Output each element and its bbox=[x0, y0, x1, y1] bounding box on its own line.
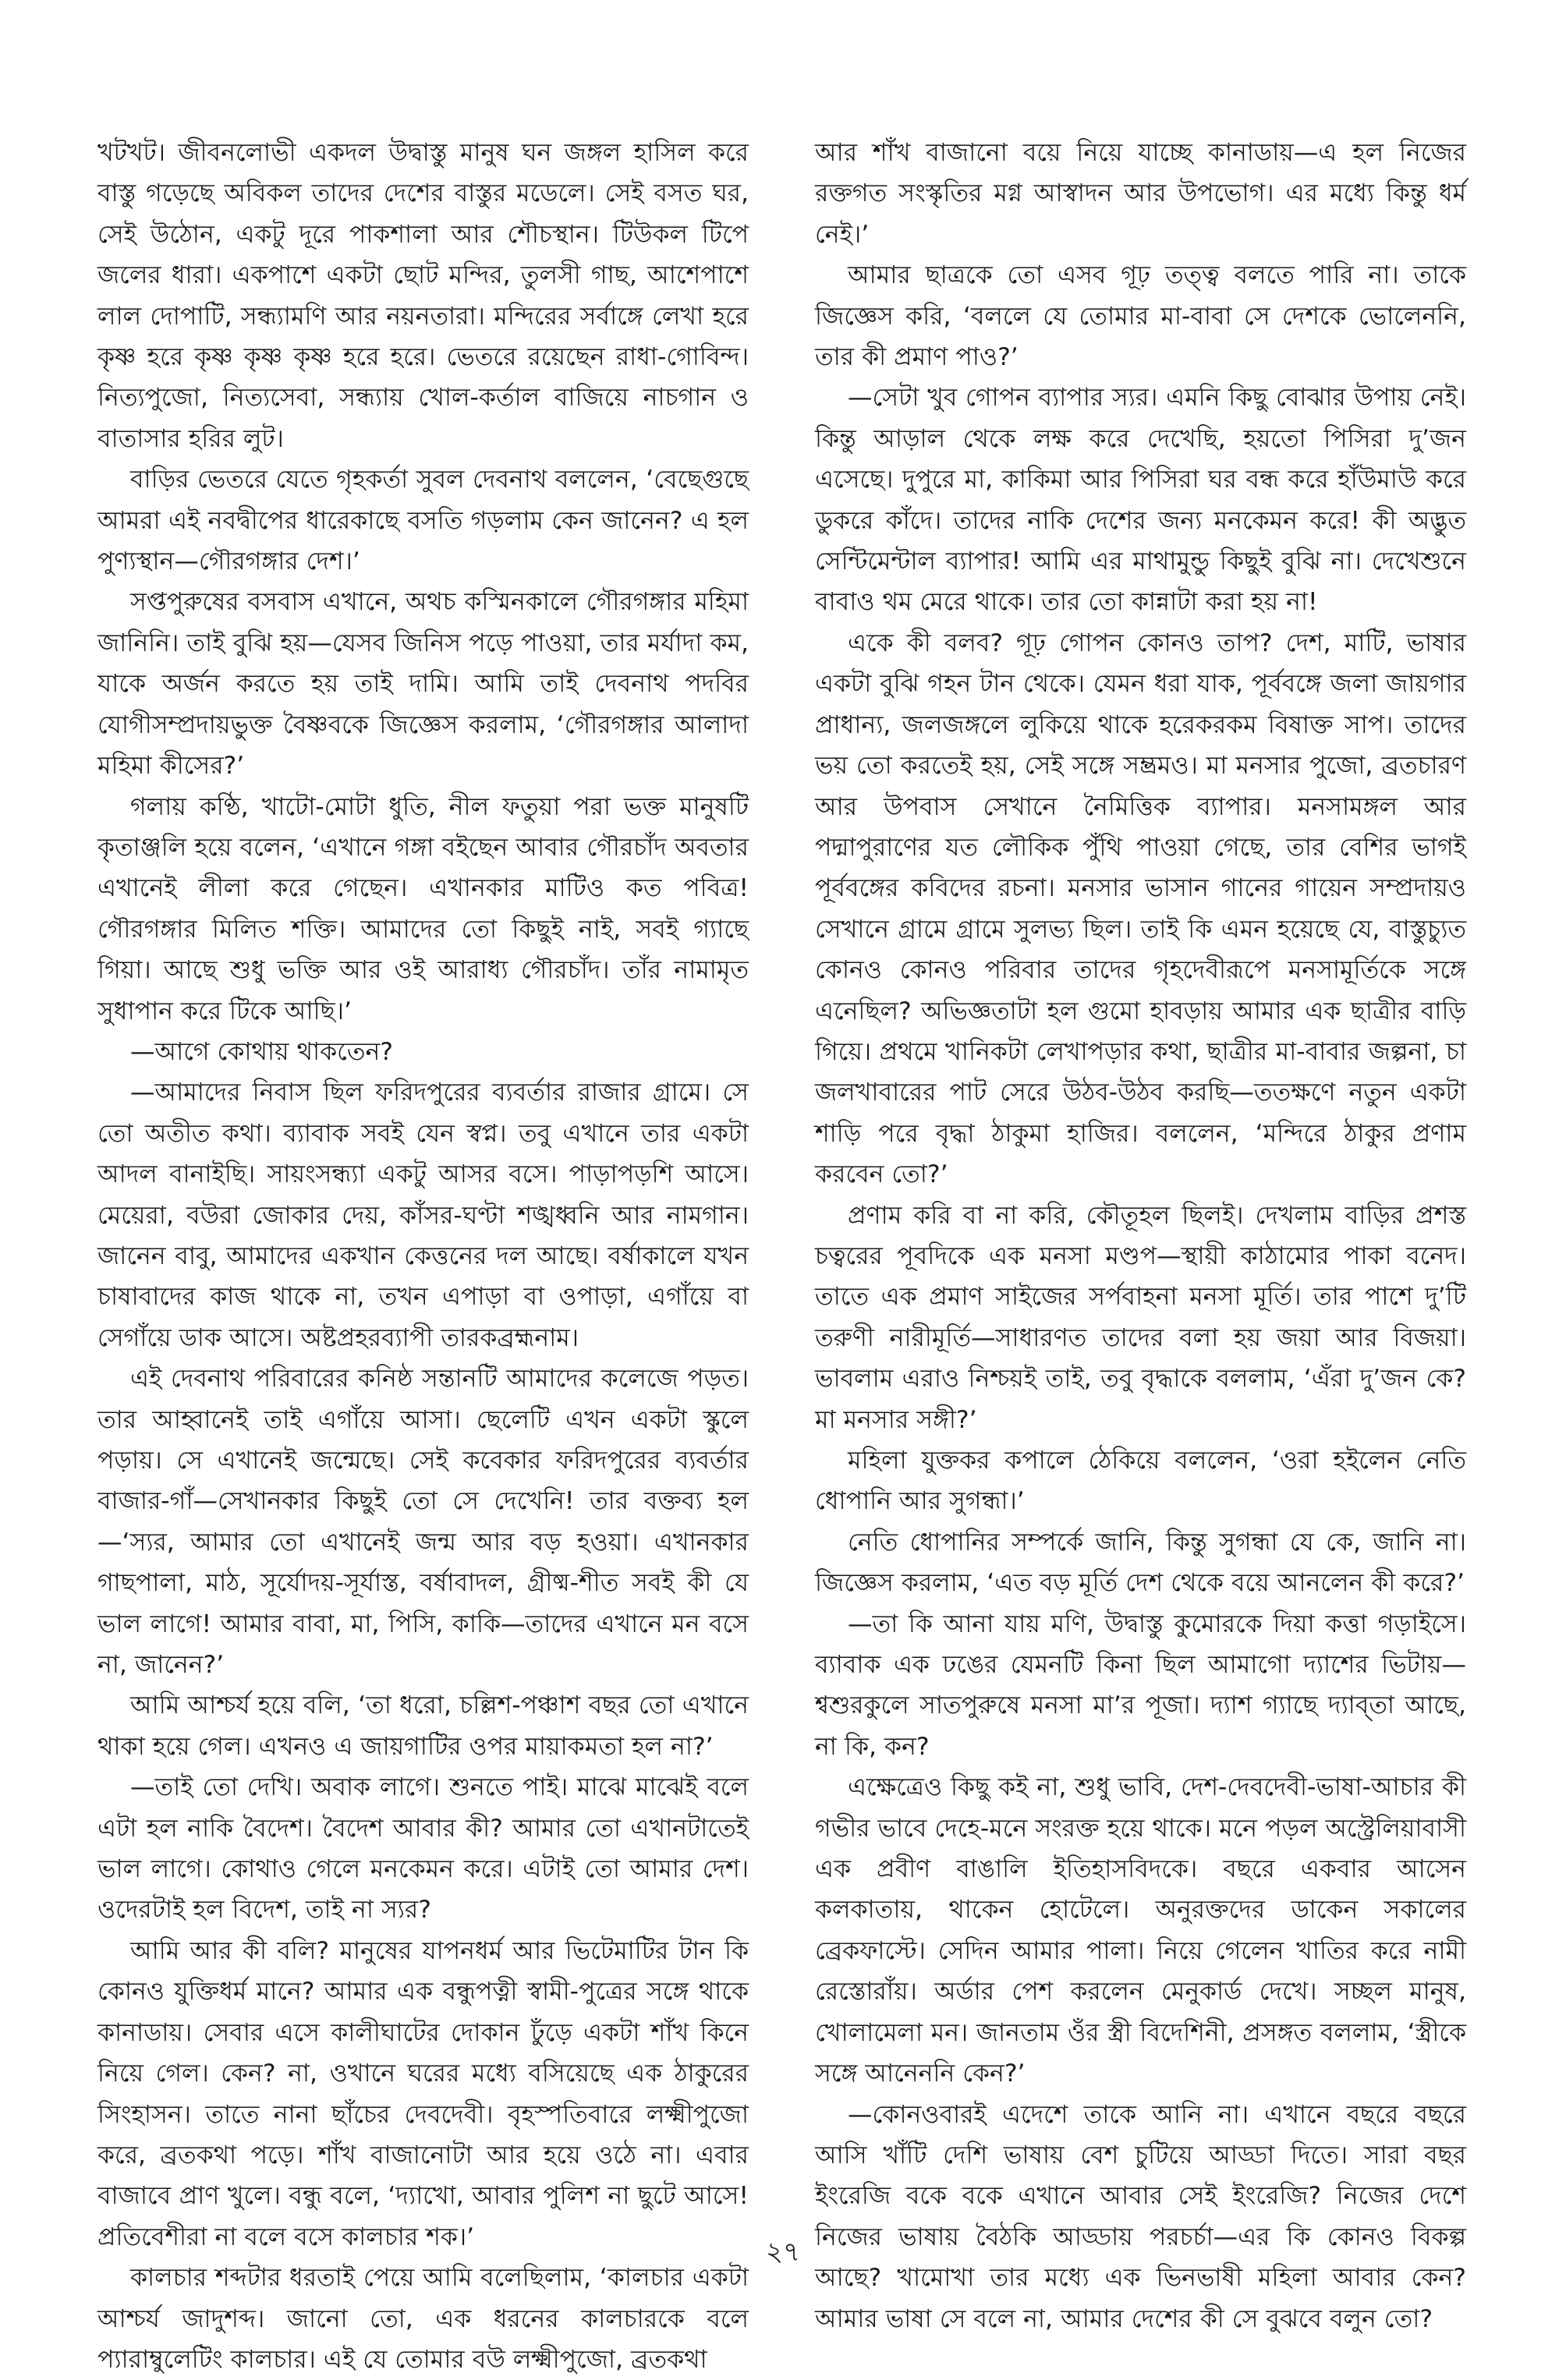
paragraph: —আমাদের নিবাস ছিল ফরিদপুরের ব্যবর্তার রাজার গ্রামে। সে তো অতীত কথা। ব্যাবাক সবই যেন স্বপ্ন। তবু এখানে তার একটা আদল বানাইছি। সায়ংসন্ধ্যা একটু আসর বসে। পাড়াপড়শি আসে। মেয়েরা, বউরা জোকার দেয়, কাঁসর-ঘণ্টা শঙ্খধ্বনি আর নামগান। জানেন বাবু, আমাদের একখান কেত্তনের দল আছে। বর্ষাকালে যখন চাষাবাদের কাজ থাকে না, তখন এপাড়া বা ওপাড়া, এগাঁয়ে বা সেগাঁয়ে ডাক আসে। অষ্টপ্রহরব্যাপী তারকব্রহ্মনাম। bbox=[97, 1078, 749, 1352]
paragraph: মহিলা যুক্তকর কপালে ঠেকিয়ে বললেন, ‘ওরা হইলেন নেতি ধোপানি আর সুগন্ধা।’ bbox=[815, 1447, 1466, 1516]
paragraph: এই দেবনাথ পরিবারের কনিষ্ঠ সন্তানটি আমাদের কলেজে পড়ত। তার আহ্বানেই তাই এগাঁয়ে আসা। ছেলেটি এখন একটা স্কুলে পড়ায়। সে এখানেই জন্মেছে। সেই কবেকার ফরিদপুরের ব্যবর্তার বাজার-গাঁ—সেখানকার কিছুই তো সে দেখেনি! তার বক্তব্য হল—‘স্যর, আমার তো এখানেই জন্ম আর বড় হওয়া। এখানকার গাছপালা, মাঠ, সূর্যোদয়-সূর্যাস্ত, বর্ষাবাদল, গ্রীষ্ম-শীত সবই কী যে ভাল লাগে! আমার বাবা, মা, পিসি, কাকি—তাদের এখানে মন বসে না, জানেন?’ bbox=[97, 1365, 749, 1680]
paragraph: নেতি ধোপানির সম্পর্কে জানি, কিন্তু সুগন্ধা যে কে, জানি না। জিজ্ঞেস করলাম, ‘এত বড় মূর্তি দেশ থেকে বয়ে আনলেন কী করে?’ bbox=[815, 1528, 1466, 1598]
paragraph: —তা কি আনা যায় মণি, উদ্বাস্তু কুমোরকে দিয়া কত্তা গড়াইসে। ব্যাবাক এক ঢঙের যেমনটি কিনা ছিল আমাগো দ্যাশের ভিটায়—শ্বশুরকুলে সাতপুরুষে মনসা মা’র পূজা। দ্যাশ গ্যাছে দ্যাব্তা আছে, না কি, কন? bbox=[815, 1610, 1466, 1761]
paragraph: গলায় কণ্ঠি, খাটো-মোটা ধুতি, নীল ফতুয়া পরা ভক্ত মানুষটি কৃতাঞ্জলি হয়ে বলেন, ‘এখানে গঙ্গা বইছেন আবার গৌরচাঁদ অবতার এখানেই লীলা করে গেছেন। এখানকার মাটিও কত পবিত্র! গৌরগঙ্গার মিলিত শক্তি। আমাদের তো কিছুই নাই, সবই গ্যাছে গিয়া। আছে শুধু ভক্তি আর ওই আরাধ্য গৌরচাঁদ। তাঁর নামামৃত সুধাপান করে টিকে আছি।’ bbox=[97, 792, 749, 1025]
paragraph: আমি আশ্চর্য হয়ে বলি, ‘তা ধরো, চল্লিশ-পঞ্চাশ বছর তো এখানে থাকা হয়ে গেল। এখনও এ জায়গাটির ওপর মায়াকমতা হল না?’ bbox=[97, 1691, 749, 1761]
paragraph: আমার ছাত্রকে তো এসব গূঢ় তত্ত্ব বলতে পারি না। তাকে জিজ্ঞেস করি, ‘বললে যে তোমার মা-বাবা সে দেশকে ভোলেননি, তার কী প্রমাণ পাও?’ bbox=[815, 261, 1466, 372]
paragraph: প্রণাম করি বা না করি, কৌতূহল ছিলই। দেখলাম বাড়ির প্রশস্ত চত্বরের পূবদিকে এক মনসা মণ্ডপ—স্থায়ী কাঠামোর পাকা বনেদ। তাতে এক প্রমাণ সাইজের সর্পবাহনা মনসা মূর্তি। তার পাশে দু’টি তরুণী নারীমূর্তি—সাধারণত তাদের বলা হয় জয়া আর বিজয়া। ভাবলাম এরাও নিশ্চয়ই তাই, তবু বৃদ্ধাকে বললাম, ‘এঁরা দু’জন কে? মা মনসার সঙ্গী?’ bbox=[815, 1201, 1466, 1434]
paragraph: বাড়ির ভেতরে যেতে গৃহকর্তা সুবল দেবনাথ বললেন, ‘বেছেগুছে আমরা এই নবদ্বীপের ধারেকাছে বসতি গড়লাম কেন জানেন? এ হল পুণ্যস্থান—গৌরগঙ্গার দেশ।’ bbox=[97, 466, 749, 576]
paragraph: সপ্তপুরুষের বসবাস এখানে, অথচ কস্মিনকালে গৌরগঙ্গার মহিমা জানিনি। তাই বুঝি হয়—যেসব জিনিস পড়ে পাওয়া, তার মর্যাদা কম, যাকে অর্জন করতে হয় তাই দামি। আমি তাই দেবনাথ পদবির যোগীসম্প্রদায়ভুক্ত বৈষ্ণবকে জিজ্ঞেস করলাম, ‘গৌরগঙ্গার আলাদা মহিমা কীসের?’ bbox=[97, 588, 749, 781]
paragraph: আর শাঁখ বাজানো বয়ে নিয়ে যাচ্ছে কানাডায়—এ হল নিজের রক্তগত সংস্কৃতির মগ্ন আস্বাদন আর উপভোগ। এর মধ্যে কিন্তু ধর্ম নেই।’ bbox=[815, 139, 1466, 249]
paragraph: খটখট। জীবনলোভী একদল উদ্বাস্তু মানুষ ঘন জঙ্গল হাসিল করে বাস্তু গড়েছে অবিকল তাদের দেশের বাস্তুর মডেলে। সেই বসত ঘর, সেই উঠোন, একটু দূরে পাকশালা আর শৌচস্থান। টিউকল টিপে জলের ধারা। একপাশে একটা ছোট মন্দির, তুলসী গাছ, আশেপাশে লাল দোপাটি, সন্ধ্যামণি আর নয়নতারা। মন্দিরের সর্বাঙ্গে লেখা হরে কৃষ্ণ হরে কৃষ্ণ কৃষ্ণ কৃষ্ণ হরে হরে। ভেতরে রয়েছেন রাধা-গোবিন্দ। নিত্যপুজো, নিত্যসেবা, সন্ধ্যায় খোল-কর্তাল বাজিয়ে নাচগান ও বাতাসার হরির লুট। bbox=[97, 139, 749, 453]
paragraph: —আগে কোথায় থাকতেন? bbox=[130, 1037, 393, 1066]
paragraph: আমি আর কী বলি? মানুষের যাপনধর্ম আর ভিটেমাটির টান কি কোনও যুক্তিধর্ম মানে? আমার এক বন্ধুপত্নী স্বামী-পুত্রের সঙ্গে থাকে কানাডায়। সেবার এসে কালীঘাটের দোকান ঢুঁড়ে একটা শাঁখ কিনে নিয়ে গেল। কেন? না, ওখানে ঘরের মধ্যে বসিয়েছে এক ঠাকুরের সিংহাসন। তাতে নানা ছাঁচের দেবদেবী। বৃহস্পতিবারে লক্ষ্মীপুজো করে, ব্রতকথা পড়ে। শাঁখ বাজানোটা আর হয়ে ওঠে না। এবার বাজাবে প্রাণ খুলে। বন্ধু বলে, ‘দ্যাখো, আবার পুলিশ না ছুটে আসে! প্রতিবেশীরা না বলে বসে কালচার শক।’ bbox=[97, 1936, 749, 2251]
left-column bbox=[97, 133, 749, 2374]
paragraph: —কোনওবারই এদেশে তাকে আনি না। এখানে বছরে বছরে আসি খাঁটি দেশি ভাষায় বেশ চুটিয়ে আড্ডা দিতে। সারা বছর ইংরেজি বকে বকে এখানে আবার সেই ইংরেজি? নিজের দেশে নিজের ভাষায় বৈঠকি আড্ডায় পরচর্চা—এর কি কোনও বিকল্প আছে? খামোখা তার মধ্যে এক ভিনভাষী মহিলা আবার কেন? আমার ভাষা সে বলে না, আমার দেশের কী সে বুঝবে বলুন তো? bbox=[815, 2100, 1466, 2333]
page-number: ২৭ bbox=[765, 2237, 801, 2268]
paragraph: —সেটা খুব গোপন ব্যাপার স্যর। এমনি কিছু বোঝার উপায় নেই। কিন্তু আড়াল থেকে লক্ষ করে দেখেছি, হয়তো পিসিরা দু’জন এসেছে। দুপুরে মা, কাকিমা আর পিসিরা ঘর বন্ধ করে হাঁউমাউ করে ডুকরে কাঁদে। তাদের নাকি দেশের জন্য মনকেমন করে! কী অদ্ভুত সেন্টিমেন্টাল ব্যাপার! আমি এর মাথামুন্ডু কিছুই বুঝি না। দেখেশুনে বাবাও থম মেরে থাকে। তার তো কান্নাটা করা হয় না! bbox=[815, 384, 1466, 617]
paragraph: —তাই তো দেখি। অবাক লাগে। শুনতে পাই। মাঝে মাঝেই বলে এটা হল নাকি বৈদেশ। বৈদেশ আবার কী? আমার তো এখানটাতেই ভাল লাগে। কোথাও গেলে মনকেমন করে। এটাই তো আমার দেশ। ওদেরটাই হল বিদেশ, তাই না স্যর? bbox=[97, 1773, 749, 1925]
paragraph: কালচার শব্দটার ধরতাই পেয়ে আমি বলেছিলাম, ‘কালচার একটা আশ্চর্য জাদুশব্দ। জানো তো, এক ধরনের কালচারকে বলে প্যারাম্বুলেটিং কালচার। এই যে তোমার বউ লক্ষ্মীপুজো, ব্রতকথা bbox=[97, 2264, 749, 2374]
paragraph: একে কী বলব? গূঢ় গোপন কোনও তাপ? দেশ, মাটি, ভাষার একটা বুঝি গহন টান থেকে। যেমন ধরা যাক, পূর্ববঙ্গে জলা জায়গার প্রাধান্য, জলজঙ্গলে লুকিয়ে থাকে হরেকরকম বিষাক্ত সাপ। তাদের ভয় তো করতেই হয়, সেই সঙ্গে সম্ভ্রমও। মা মনসার পুজো, ব্রতচারণ আর উপবাস সেখানে নৈমিত্তিক ব্যাপার। মনসামঙ্গল আর পদ্মাপুরাণের যত লৌকিক পুঁথি পাওয়া গেছে, তার বেশির ভাগই পূর্ববঙ্গের কবিদের রচনা। মনসার ভাসান গানের গায়েন সম্প্রদায়ও সেখানে গ্রামে গ্রামে সুলভ্য ছিল। তাই কি এমন হয়েছে যে, বাস্তুচ্যুত কোনও কোনও পরিবার তাদের গৃহদেবীরূপে মনসামূর্তিকে সঙ্গে এনেছিল? অভিজ্ঞতাটা হল গুমো হাবড়ায় আমার এক ছাত্রীর বাড়ি গিয়ে। প্রথমে খানিকটা লেখাপড়ার কথা, ছাত্রীর মা-বাবার জল্পনা, চা জলখাবারের পাট সেরে উঠব-উঠব করছি—ততক্ষণে নতুন একটা শাড়ি পরে বৃদ্ধা ঠাকুমা হাজির। বললেন, ‘মন্দিরে ঠাকুর প্রণাম করবেন তো?’ bbox=[815, 629, 1466, 1189]
paragraph: এক্ষেত্রেও কিছু কই না, শুধু ভাবি, দেশ-দেবদেবী-ভাষা-আচার কী গভীর ভাবে দেহে-মনে সংরক্ত হয়ে থাকে। মনে পড়ল অস্ট্রেলিয়াবাসী এক প্রবীণ বাঙালি ইতিহাসবিদকে। বছরে একবার আসেন কলকাতায়, থাকেন হোটেলে। অনুরক্তদের ডাকেন সকালের ব্রেকফাস্টে। সেদিন আমার পালা। নিয়ে গেলেন খাতির করে নামী রেস্তোরাঁয়। অর্ডার পেশ করলেন মেনুকার্ড দেখে। সচ্ছল মানুষ, খোলামেলা মন। জানতাম ওঁর স্ত্রী বিদেশিনী, প্রসঙ্গত বললাম, ‘স্ত্রীকে সঙ্গে আনেননি কেন?’ bbox=[815, 1773, 1466, 2088]
right-column bbox=[815, 133, 1466, 2333]
